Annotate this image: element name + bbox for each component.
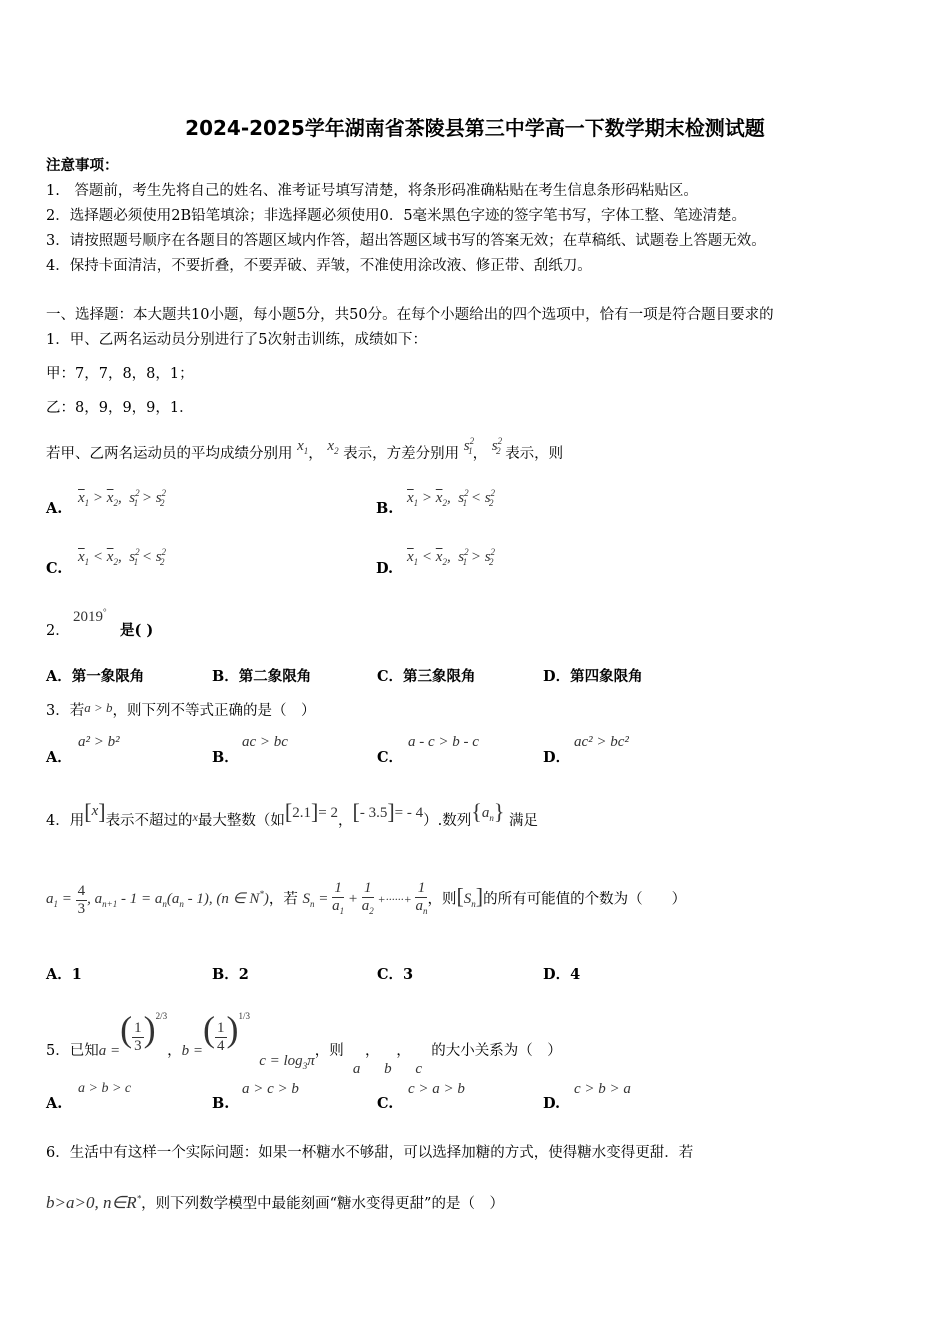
q1-yi-scores: 乙：8，9，9，9，1． (46, 400, 194, 416)
math-an: $a_n$ (481, 805, 494, 823)
q2-option-c[interactable]: C．第三象限角 (377, 668, 476, 685)
math-c: $c = \log_3\pi$ (259, 1053, 315, 1071)
example-1: 2.1 (292, 805, 311, 821)
q1-option-a[interactable]: $\overline{x}_1 > \overline{x}_2$, $s^2_1 > s^2_2$ (78, 488, 167, 508)
q3-option-b[interactable]: ac > bc (242, 734, 288, 750)
q1-option-c[interactable]: $\overline{x}_1 < \overline{x}_2$, $s^2_1 < s^2_2$ (78, 547, 167, 567)
notice-heading: 注意事项： (46, 157, 119, 174)
q2-number: 2． (46, 623, 70, 639)
option-label: B． (212, 749, 239, 766)
q1-stem: 1．甲、乙两名运动员分别进行了5次射击训练，成绩如下： (46, 332, 427, 348)
option-label: A. (46, 500, 63, 517)
option-label: A. (46, 1095, 63, 1112)
q2-angle: 2019° (73, 607, 107, 625)
q4-option-a[interactable]: A．1 (46, 966, 82, 983)
math-recurrence: $a_1$ = $\frac{4}{3}$ , $a_{n+1} - 1 = a_n(a_n - 1)$, (n ∈ N*) (46, 882, 269, 917)
page-title: 2024-2025学年湖南省茶陵县第三中学高一下数学期末检测试题 (185, 116, 765, 140)
math-Sn: $S_n$ = $\frac{1}{a_1}$ + $\frac{1}{a_2}$ +······+ $\frac{1}{a_n}$ (302, 880, 428, 916)
q4-option-c[interactable]: C．3 (377, 966, 414, 983)
q5-option-d[interactable]: c > b > a (574, 1081, 631, 1097)
q5-option-c[interactable]: c > a > b (408, 1081, 465, 1097)
q2-option-b[interactable]: B．第二象限角 (212, 668, 312, 685)
example-2: - 3.5 (359, 805, 388, 821)
math-s1-sq: $s^2_1$ (463, 436, 475, 456)
q3-option-d[interactable]: ac² > bc² (574, 734, 629, 750)
math-x2: $x_2$ (327, 438, 339, 456)
option-label: D. (376, 560, 394, 577)
comma: ， (472, 446, 488, 462)
option-label: B. (376, 500, 394, 517)
q1-ask-part: 表示，方差分别用 (343, 446, 460, 462)
q4-stem: 4．用[x]表示不超过的$^x$最大整数（如[2.1]= 2，[- 3.5]= - 4）.数列$\{a_n\}$ 满足 (46, 799, 538, 829)
math-x: x (91, 803, 99, 819)
q6-condition-line: b>a>0, n∈R*，则下列数学模型中最能刻画“糖水变得更甜”的是（ ） (46, 1193, 504, 1212)
q5-stem: 5．已知a =( $\frac{1}{3}$ )$^{2/3}$，b =( $\frac{1}{4}$ )$^{1/3}$ $c = \log_3\pi$，则 a ， b ， c 的大小关系为（ ） (46, 1009, 562, 1077)
section-heading: 一、选择题：本大题共10小题，每小题5分，共50分。在每个小题给出的四个选项中，恰有一项是符合题目要求的 (46, 307, 774, 323)
math-Sn-floor: $S_n$ (463, 891, 476, 910)
q2-option-a[interactable]: A．第一象限角 (46, 668, 145, 685)
q2-tail: 是( ) (120, 622, 154, 639)
comma: ， (308, 446, 323, 462)
option-label: D. (543, 1095, 561, 1112)
option-label: C. (377, 1095, 394, 1112)
q3-option-a[interactable]: a² > b² (78, 734, 120, 750)
q1-question (46, 436, 564, 464)
notice-item: 3．请按照题号顺序在各题目的答题区域内作答，超出答题区域书写的答案无效；在草稿纸、试题卷上答题无效。 (46, 233, 766, 249)
math-condition: b>a>0, n∈R* (46, 1193, 142, 1212)
option-label: C． (377, 749, 404, 766)
q1-option-b[interactable]: $\overline{x}_1 > \overline{x}_2$, $s^2_1 < s^2_2$ (407, 488, 496, 508)
q1-ask-part: 表示，则 (505, 446, 564, 462)
q5-option-b[interactable]: a > c > b (242, 1081, 299, 1097)
q3-stem: 3．若a > b，则下列不等式正确的是（ ） (46, 700, 316, 719)
math-x1: $x_1$ (297, 438, 309, 456)
q1-jia-scores: 甲：7，7，8，8，1； (46, 366, 194, 382)
notice-item: 4．保持卡面清洁，不要折叠，不要弄破、弄皱，不准使用涂改液、修正带、刮纸刀。 (46, 258, 592, 274)
q5-option-a[interactable]: a > b > c (78, 1081, 132, 1096)
q4-recurrence: $a_1$ = $\frac{4}{3}$ , $a_{n+1} - 1 = a_n(a_n - 1)$, (n ∈ N*)，若 $S_n$ = $\frac{1}{a_1}$ + $\frac{1}{a_2}$ +······+ $\frac{1}{a_n}$ ，则$[S_n]$的所有可能值的个数为（ ） (46, 880, 687, 917)
math-s2-sq: $s^2_2$ (491, 436, 503, 456)
q3-option-c[interactable]: a - c > b - c (408, 734, 479, 750)
q4-option-b[interactable]: B．2 (212, 966, 249, 983)
q3-condition: a > b (84, 700, 113, 715)
q2-option-d[interactable]: D．第四象限角 (543, 668, 643, 685)
q1-ask-part: 若甲、乙两名运动员的平均成绩分别用 (46, 446, 293, 462)
notice-item: 2．选择题必须使用2B铅笔填涂；非选择题必须使用0．5毫米黑色字迹的签字笔书写，字体工整、笔迹清楚。 (46, 208, 747, 224)
q6-stem: 6．生活中有这样一个实际问题：如果一杯糖水不够甜，可以选择加糖的方式，使得糖水变得更甜．若 (46, 1145, 694, 1161)
q4-option-d[interactable]: D．4 (543, 966, 581, 983)
notice-item: 1. 答题前，考生先将自己的姓名、准考证号填写清楚，将条形码准确粘贴在考生信息条形码粘贴区。 (46, 183, 698, 199)
q1-option-d[interactable]: $\overline{x}_1 < \overline{x}_2$, $s^2_1 > s^2_2$ (407, 547, 496, 567)
option-label: C. (46, 560, 63, 577)
option-label: A． (46, 749, 72, 766)
option-label: D． (543, 749, 571, 766)
option-label: B. (212, 1095, 230, 1112)
